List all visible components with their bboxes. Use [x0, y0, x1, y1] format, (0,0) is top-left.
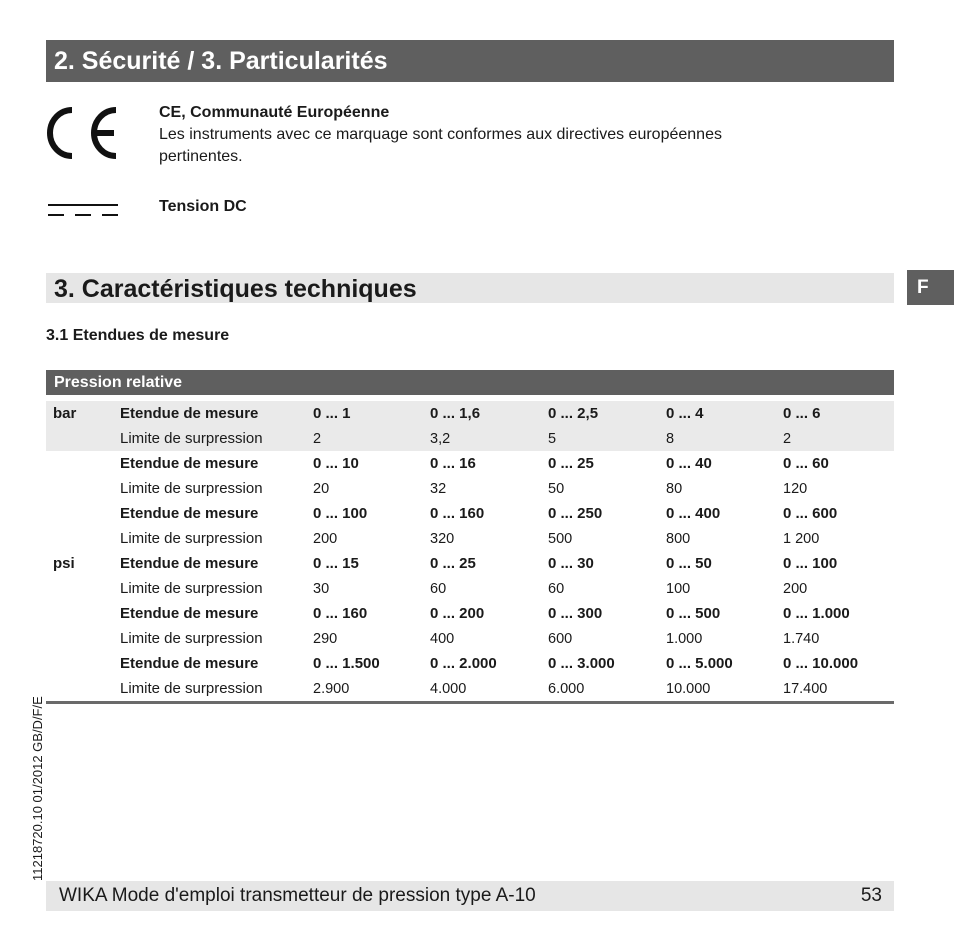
- row-label: Etendue de mesure: [120, 655, 259, 672]
- value-cell: 800: [666, 530, 691, 547]
- page-footer: [46, 881, 894, 911]
- value-cell: 500: [548, 530, 573, 547]
- table-bottom-rule: [46, 701, 894, 704]
- dc-voltage-icon: [46, 200, 120, 220]
- value-cell: 80: [666, 480, 683, 497]
- value-cell: 3,2: [430, 430, 451, 447]
- row-label: Limite de surpression: [120, 430, 263, 447]
- row-label: Limite de surpression: [120, 630, 263, 647]
- value-cell: 2: [783, 430, 792, 447]
- unit-cell: [46, 651, 113, 676]
- row-label: Etendue de mesure: [120, 405, 259, 422]
- value-cell: 400: [430, 630, 455, 647]
- value-cell: 30: [313, 580, 330, 597]
- table-row: [46, 601, 894, 626]
- table-row: [46, 476, 894, 501]
- table-row: [46, 576, 894, 601]
- value-cell: 0 ... 250: [548, 505, 603, 522]
- dc-label: Tension DC: [159, 198, 247, 215]
- unit-cell: [46, 476, 113, 501]
- unit-cell: [46, 626, 113, 651]
- table-row: [46, 551, 894, 576]
- value-cell: 0 ... 400: [666, 505, 721, 522]
- row-label: Etendue de mesure: [120, 555, 259, 572]
- table-row: [46, 451, 894, 476]
- section-heading-specs: 3. Caractéristiques techniques: [46, 273, 894, 303]
- table-row: [46, 676, 894, 701]
- unit-cell: [46, 576, 113, 601]
- value-cell: 0 ... 2,5: [548, 405, 599, 422]
- value-cell: 50: [548, 480, 565, 497]
- table-row: [46, 401, 894, 426]
- page-number: 53: [860, 885, 882, 906]
- value-cell: 17.400: [783, 680, 828, 697]
- unit-cell: [46, 426, 113, 451]
- value-cell: 0 ... 15: [313, 555, 359, 572]
- value-cell: 0 ... 600: [783, 505, 838, 522]
- row-label: Limite de surpression: [120, 680, 263, 697]
- ce-text-line2: pertinentes.: [159, 148, 243, 165]
- value-cell: 0 ... 16: [430, 455, 476, 472]
- row-label: Limite de surpression: [120, 530, 263, 547]
- value-cell: 8: [666, 430, 675, 447]
- footer-text: WIKA Mode d'emploi transmetteur de pression type A-10: [59, 885, 536, 906]
- ce-description: [159, 102, 859, 168]
- value-cell: 10.000: [666, 680, 711, 697]
- document-code: 11218720.10 01/2012 GB/D/F/E: [30, 696, 45, 881]
- value-cell: 60: [430, 580, 447, 597]
- value-cell: 120: [783, 480, 808, 497]
- language-tab[interactable]: F: [907, 270, 954, 305]
- row-label: Limite de surpression: [120, 580, 263, 597]
- value-cell: 290: [313, 630, 338, 647]
- value-cell: 0 ... 4: [666, 405, 704, 422]
- value-cell: 0 ... 300: [548, 605, 603, 622]
- value-cell: 0 ... 100: [313, 505, 368, 522]
- value-cell: 0 ... 10.000: [783, 655, 859, 672]
- value-cell: 4.000: [430, 680, 467, 697]
- table-row: [46, 651, 894, 676]
- value-cell: 600: [548, 630, 573, 647]
- value-cell: 0 ... 10: [313, 455, 359, 472]
- value-cell: 0 ... 1: [313, 405, 351, 422]
- value-cell: 0 ... 1,6: [430, 405, 481, 422]
- value-cell: 0 ... 500: [666, 605, 721, 622]
- unit-cell: [46, 501, 113, 526]
- value-cell: 0 ... 25: [548, 455, 594, 472]
- subsection-heading: 3.1 Etendues de mesure: [46, 327, 230, 344]
- unit-cell: [46, 676, 113, 701]
- value-cell: 0 ... 3.000: [548, 655, 615, 672]
- value-cell: 0 ... 160: [313, 605, 368, 622]
- value-cell: 20: [313, 480, 330, 497]
- value-cell: 2.900: [313, 680, 350, 697]
- unit-cell: psi: [53, 555, 75, 572]
- value-cell: 0 ... 40: [666, 455, 712, 472]
- value-cell: 0 ... 160: [430, 505, 485, 522]
- value-cell: 0 ... 6: [783, 405, 821, 422]
- table-row: [46, 526, 894, 551]
- measuring-range-table: [46, 401, 894, 701]
- value-cell: 0 ... 1.000: [783, 605, 850, 622]
- value-cell: 32: [430, 480, 447, 497]
- value-cell: 100: [666, 580, 691, 597]
- value-cell: 2: [313, 430, 322, 447]
- ce-mark-icon: [46, 102, 122, 164]
- value-cell: 0 ... 2.000: [430, 655, 497, 672]
- value-cell: 0 ... 200: [430, 605, 485, 622]
- value-cell: 0 ... 1.500: [313, 655, 380, 672]
- value-cell: 5: [548, 430, 557, 447]
- value-cell: 1.000: [666, 630, 703, 647]
- section-heading-safety: 2. Sécurité / 3. Particularités: [46, 40, 894, 82]
- value-cell: 6.000: [548, 680, 585, 697]
- value-cell: 0 ... 60: [783, 455, 829, 472]
- row-label: Etendue de mesure: [120, 455, 259, 472]
- row-label: Limite de surpression: [120, 480, 263, 497]
- row-label: Etendue de mesure: [120, 605, 259, 622]
- unit-cell: [46, 601, 113, 626]
- unit-cell: [46, 451, 113, 476]
- table-row: [46, 426, 894, 451]
- value-cell: 0 ... 5.000: [666, 655, 733, 672]
- value-cell: 200: [313, 530, 338, 547]
- value-cell: 1.740: [783, 630, 820, 647]
- value-cell: 1 200: [783, 530, 820, 547]
- row-label: Etendue de mesure: [120, 505, 259, 522]
- value-cell: 60: [548, 580, 565, 597]
- table-row: [46, 626, 894, 651]
- value-cell: 0 ... 50: [666, 555, 712, 572]
- value-cell: 320: [430, 530, 455, 547]
- ce-title: CE, Communauté Européenne: [159, 104, 390, 121]
- ce-text-line1: Les instruments avec ce marquage sont conformes aux directives européennes: [159, 126, 722, 143]
- value-cell: 0 ... 100: [783, 555, 838, 572]
- value-cell: 0 ... 30: [548, 555, 594, 572]
- table-row: [46, 501, 894, 526]
- table-title: Pression relative: [46, 370, 894, 395]
- value-cell: 200: [783, 580, 808, 597]
- unit-cell: bar: [53, 405, 77, 422]
- unit-cell: [46, 526, 113, 551]
- value-cell: 0 ... 25: [430, 555, 476, 572]
